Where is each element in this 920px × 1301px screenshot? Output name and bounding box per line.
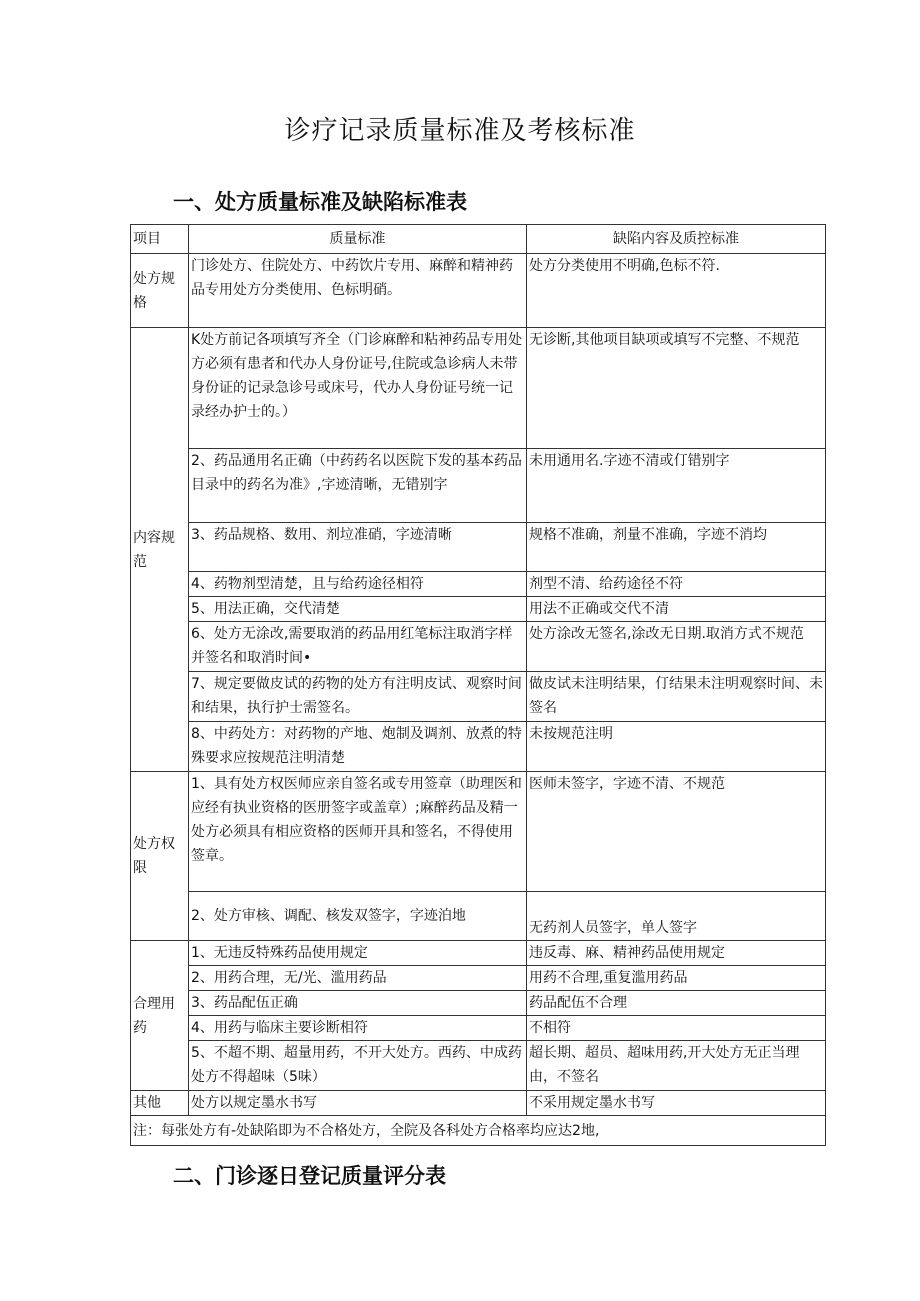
defect-cell: 医师未签字，字迹不清、不规范 [527,772,826,892]
standard-cell: 处方以规定墨水书写 [189,1091,527,1116]
table-row [131,449,826,523]
table-row [131,254,826,328]
standard-cell: 5、用法正确，交代清楚 [189,597,527,622]
table-row [131,892,826,941]
standard-cell: 2、用药合理，无/光、滥用药品 [189,966,527,991]
defect-cell: 违反毒、麻、精神药品使用规定 [527,941,826,966]
category-cell: 处方权限 [131,772,189,941]
table-row [131,1016,826,1041]
table-row [131,622,826,672]
standard-cell: 7、规定要做皮试的药物的处方有注明皮试、观察时间和结果，执行护士需签名。 [189,672,527,722]
section-heading-prescription: 一、处方质量标准及缺陷标准表 [173,190,467,214]
note-row [131,1116,826,1146]
standard-cell: 5、不超不期、超量用药，不开大处方。西药、中成药处方不得超味（5味） [189,1041,527,1091]
table-row [131,523,826,572]
standard-cell: 门诊处方、住院处方、中药饮片专用、麻醉和精神药品专用处方分类使用、色标明硝。 [189,254,527,328]
standard-cell: 2、药品通用名正确（中药药名以医院下发的基本药品目录中的药名为准》,字迹清晰，无错别字 [189,449,527,523]
standard-cell: 4、用药与临床主要诊断相符 [189,1016,527,1041]
defect-cell: 不相符 [527,1016,826,1041]
table-row [131,1091,826,1116]
page-title: 诊疗记录质量标准及考核标准 [284,116,636,146]
standard-cell: 3、药品规格、数用、剂垃准硝，字迹清晰 [189,523,527,572]
prescription-standards-table [130,224,826,1146]
standard-cell: 2、处方审核、调配、核发双签字，字迹泊地 [189,892,527,941]
standard-cell: 1、具有处方权医师应亲自签名或专用签章（助理医和应经有执业资格的医册签字或盖章）;麻醉药品及精一处方必须具有相应资格的医师开具和签名，不得使用签章。 [189,772,527,892]
defect-cell: 剂型不清、给药途径不符 [527,572,826,597]
table-row [131,328,826,449]
table-row [131,966,826,991]
table-row [131,991,826,1016]
header-item: 项目 [131,225,189,254]
table-row [131,772,826,892]
table-row [131,572,826,597]
defect-cell: 处方涂改无签名,涂改无日期.取消方式不规范 [527,622,826,672]
table-note: 注：每张处方有-处缺陷即为不合格处方，全院及各科处方合格率均应达2地, [131,1116,826,1146]
defect-cell: 不采用规定墨水书写 [527,1091,826,1116]
header-standard: 质量标准 [189,225,527,254]
defect-cell: 规格不准确，剂量不准确，字迹不消均 [527,523,826,572]
table-header-row [131,225,826,254]
table-row [131,597,826,622]
defect-cell: 未按规范注明 [527,722,826,772]
defect-cell: 无药剂人员签字，单人签字 [527,892,826,941]
category-cell: 其他 [131,1091,189,1116]
defect-cell: 做皮试未注明结果，仃结果未注明观察时间、未签名 [527,672,826,722]
standard-cell: K处方前记各项填写齐全（门诊麻醉和粘神药品专用处方必须有患者和代办人身份证号,住院或急诊病人未带身份证的记录急诊号或床号，代办人身份证号统一记录经办护士的。） [189,328,527,449]
category-cell: 合理用药 [131,941,189,1091]
defect-cell: 药品配伍不合理 [527,991,826,1016]
table-row [131,722,826,772]
defect-cell: 处方分类使用不明确,色标不符. [527,254,826,328]
defect-cell: 超长期、超员、超味用药,开大处方无正当理由，不签名 [527,1041,826,1091]
table-body [131,225,826,1146]
table-row [131,941,826,966]
standard-cell: 3、药品配伍正确 [189,991,527,1016]
defect-cell: 用药不合理,重复滥用药品 [527,966,826,991]
standard-cell: 8、中药处方：对药物的产地、炮制及调剂、放煮的特殊要求应按规范注明清楚 [189,722,527,772]
table-row [131,672,826,722]
category-cell: 内容规范 [131,328,189,772]
header-defect: 缺陷内容及质控标准 [527,225,826,254]
standard-cell: 6、处方无涂改,需要取消的药品用红笔标注取消字样并签名和取消时间• [189,622,527,672]
standard-cell: 4、药物剂型清楚，且与给药途径相符 [189,572,527,597]
defect-cell: 未用通用名.字迹不清或仃错别字 [527,449,826,523]
defect-cell: 用法不正确或交代不清 [527,597,826,622]
standard-cell: 1、无违反特殊药品使用规定 [189,941,527,966]
section-heading-outpatient: 二、门诊逐日登记质量评分表 [173,1164,446,1188]
defect-cell: 无诊断,其他项目缺项或填写不完整、不规范 [527,328,826,449]
table-row [131,1041,826,1091]
category-cell: 处方规格 [131,254,189,328]
